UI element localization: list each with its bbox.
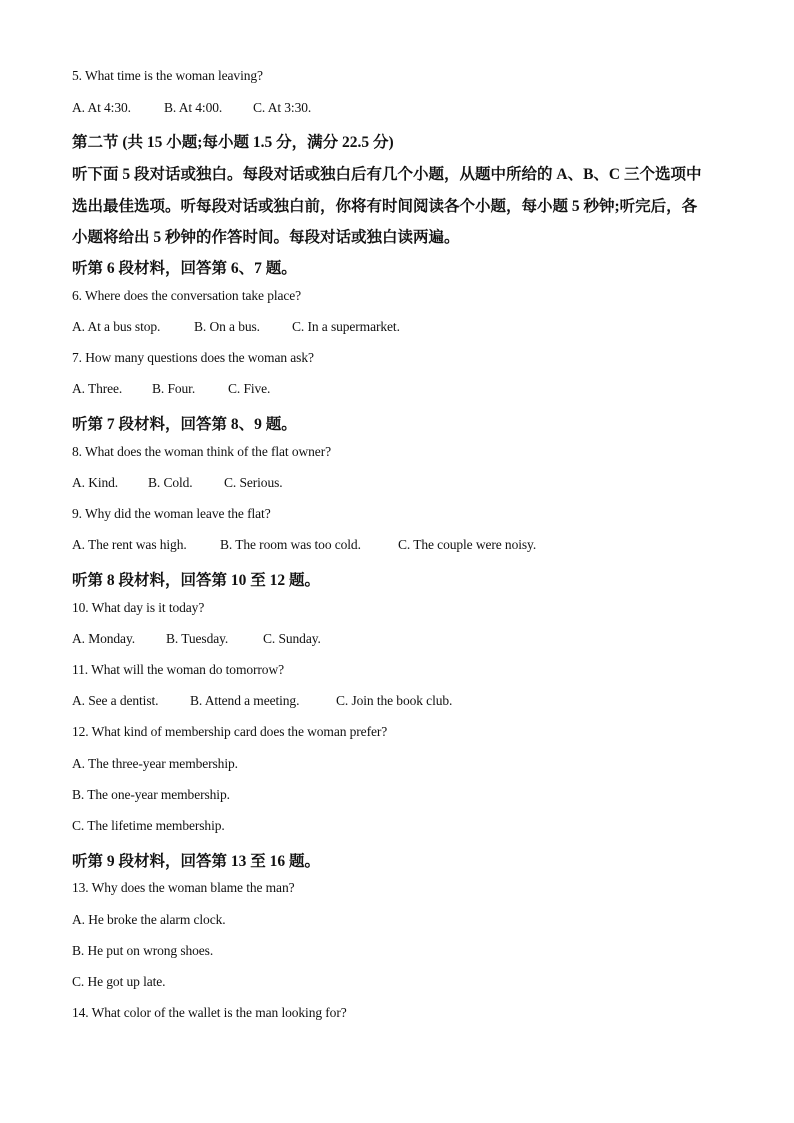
question-12: 12. What kind of membership card does the woman prefer?	[72, 724, 388, 739]
question-13-option-a: A. He broke the alarm clock.	[72, 912, 226, 927]
question-7-options	[72, 381, 270, 397]
material-9-heading: 听第 9 段材料，回答第 13 至 16 题。	[72, 853, 321, 870]
question-12-option-b: B. The one-year membership.	[72, 787, 230, 802]
question-5: 5. What time is the woman leaving?	[72, 68, 263, 83]
instructions-line-2: 选出最佳选项。听每段对话或独白前，你将有时间阅读各个小题，每小题 5 秒钟;听完后，各	[72, 198, 698, 215]
option-c: C. Sunday.	[263, 631, 321, 646]
material-6-heading: 听第 6 段材料，回答第 6、7 题。	[72, 260, 297, 277]
option-b: B. On a bus.	[194, 319, 260, 334]
instructions-line-3: 小题将给出 5 秒钟的作答时间。每段对话或独白读两遍。	[72, 229, 460, 246]
instructions-line-1: 听下面 5 段对话或独白。每段对话或独白后有几个小题，从题中所给的 A、B、C 三个选项中	[72, 166, 702, 183]
option-c: C. At 3:30.	[253, 100, 312, 115]
option-a: A. Monday.	[72, 631, 135, 646]
option-c: C. Join the book club.	[336, 693, 453, 708]
option-b: B. At 4:00.	[164, 100, 223, 115]
option-c: C. In a supermarket.	[292, 319, 400, 334]
question-11-options	[72, 693, 452, 709]
section-heading: 第二节 (共 15 小题;每小题 1.5 分，满分 22.5 分)	[72, 134, 394, 151]
option-b: B. Four.	[152, 381, 196, 396]
material-8-heading: 听第 8 段材料，回答第 10 至 12 题。	[72, 572, 321, 589]
question-6-options	[72, 319, 400, 335]
question-8: 8. What does the woman think of the flat owner?	[72, 444, 331, 459]
option-b: B. Attend a meeting.	[190, 693, 300, 708]
question-13-option-b: B. He put on wrong shoes.	[72, 943, 214, 958]
option-b: B. Cold.	[148, 475, 193, 490]
option-a: A. See a dentist.	[72, 693, 159, 708]
question-9: 9. Why did the woman leave the flat?	[72, 506, 271, 521]
question-10-options	[72, 631, 321, 647]
question-12-option-a: A. The three-year membership.	[72, 756, 238, 771]
option-b: B. Tuesday.	[166, 631, 229, 646]
question-7: 7. How many questions does the woman ask?	[72, 350, 314, 365]
question-8-options	[72, 475, 283, 491]
option-c: C. Five.	[228, 381, 271, 396]
question-12-option-c: C. The lifetime membership.	[72, 818, 225, 833]
question-10: 10. What day is it today?	[72, 600, 205, 615]
question-13: 13. Why does the woman blame the man?	[72, 880, 295, 895]
question-5-options	[72, 100, 311, 116]
question-11: 11. What will the woman do tomorrow?	[72, 662, 284, 677]
material-7-heading: 听第 7 段材料，回答第 8、9 题。	[72, 416, 297, 433]
question-9-options	[72, 537, 536, 553]
option-c: C. Serious.	[224, 475, 283, 490]
option-b: B. The room was too cold.	[220, 537, 361, 552]
question-6: 6. Where does the conversation take place?	[72, 288, 302, 303]
question-13-option-c: C. He got up late.	[72, 974, 166, 989]
question-14: 14. What color of the wallet is the man looking for?	[72, 1005, 347, 1020]
option-c: C. The couple were noisy.	[398, 537, 537, 552]
option-a: A. At a bus stop.	[72, 319, 161, 334]
option-a: A. Kind.	[72, 475, 119, 490]
option-a: A. The rent was high.	[72, 537, 187, 552]
option-a: A. At 4:30.	[72, 100, 131, 115]
option-a: A. Three.	[72, 381, 123, 396]
